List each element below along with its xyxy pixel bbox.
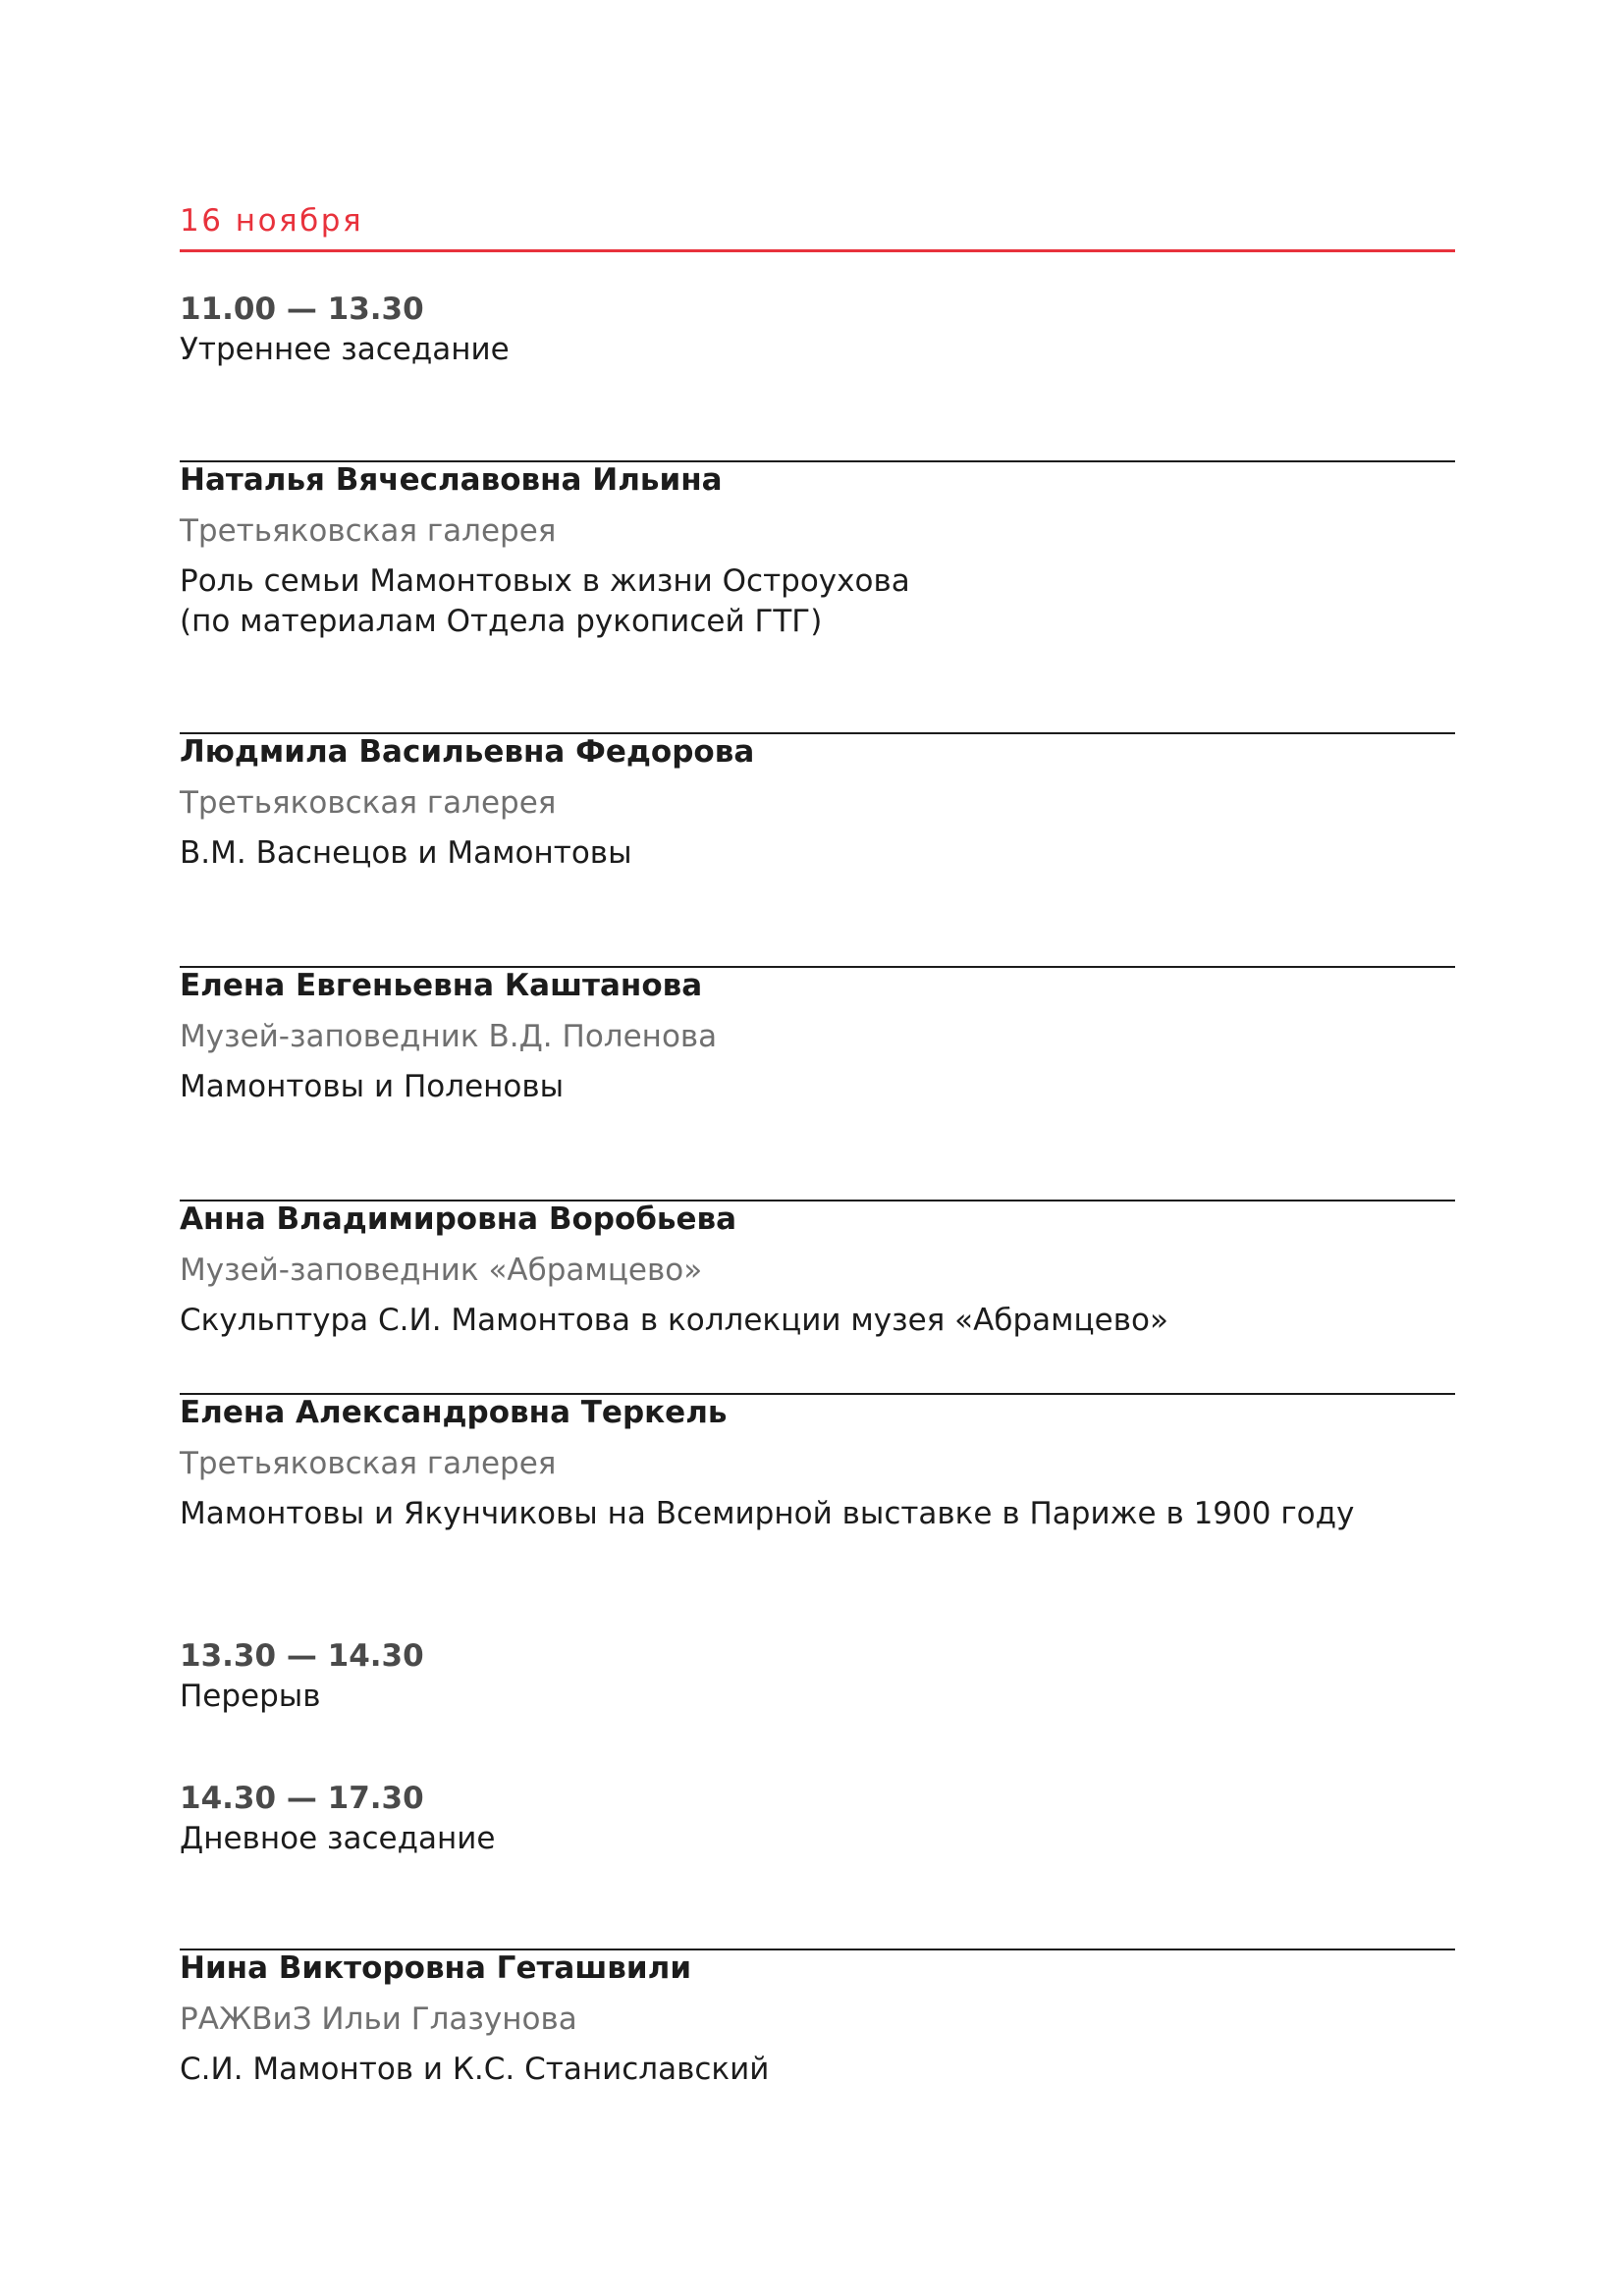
date-divider — [180, 249, 1455, 252]
talk-item — [180, 1950, 1455, 2090]
talk-organization: Музей-заповедник В.Д. Поленова — [180, 1019, 718, 1054]
talk-title-line: Роль семьи Мамонтовых в жизни Остроухова — [180, 563, 910, 599]
schedule-time: 13.30 — 14.30 — [180, 1638, 424, 1674]
schedule-label: Дневное заседание — [180, 1821, 496, 1856]
talk-item — [180, 1395, 1455, 1534]
schedule-block-afternoon — [180, 1781, 496, 1856]
talk-speaker: Нина Викторовна Геташвили — [180, 1950, 692, 1986]
talk-title — [180, 561, 1455, 642]
schedule-time: 14.30 — 17.30 — [180, 1781, 424, 1816]
schedule-block-break — [180, 1638, 424, 1714]
talk-title-line: (по материалам Отдела рукописей ГТГ) — [180, 604, 823, 639]
talk-item — [180, 734, 1455, 874]
date-heading: 16 ноября — [180, 203, 364, 239]
talk-organization: Музей-заповедник «Абрамцево» — [180, 1253, 703, 1288]
talk-speaker: Анна Владимировна Воробьева — [180, 1201, 737, 1237]
talk-title: Мамонтовы и Якунчиковы на Всемирной выставке в Париже в 1900 году — [180, 1496, 1355, 1531]
talk-speaker: Елена Александровна Теркель — [180, 1395, 728, 1430]
talk-item — [180, 1201, 1455, 1341]
schedule-block-morning — [180, 294, 510, 365]
talk-organization: Третьяковская галерея — [180, 1446, 557, 1481]
talk-speaker: Елена Евгеньевна Каштанова — [180, 968, 703, 1003]
talk-title: С.И. Мамонтов и К.С. Станиславский — [180, 2052, 770, 2087]
talk-speaker: Наталья Вячеславовна Ильина — [180, 462, 723, 498]
talk-title: Скульптура С.И. Мамонтова в коллекции музея «Абрамцево» — [180, 1303, 1168, 1338]
schedule-label: Перерыв — [180, 1679, 321, 1714]
schedule-label: Утреннее заседание — [180, 332, 510, 367]
talk-title: В.М. Васнецов и Мамонтовы — [180, 835, 632, 871]
talk-title: Мамонтовы и Поленовы — [180, 1069, 565, 1104]
talk-item — [180, 968, 1455, 1107]
talk-organization: Третьяковская галерея — [180, 513, 557, 549]
talk-organization: Третьяковская галерея — [180, 785, 557, 821]
talk-item — [180, 462, 1455, 642]
schedule-time: 11.00 — 13.30 — [180, 292, 424, 327]
talk-speaker: Людмила Васильевна Федорова — [180, 734, 755, 770]
talk-organization: РАЖВиЗ Ильи Глазунова — [180, 2002, 577, 2037]
